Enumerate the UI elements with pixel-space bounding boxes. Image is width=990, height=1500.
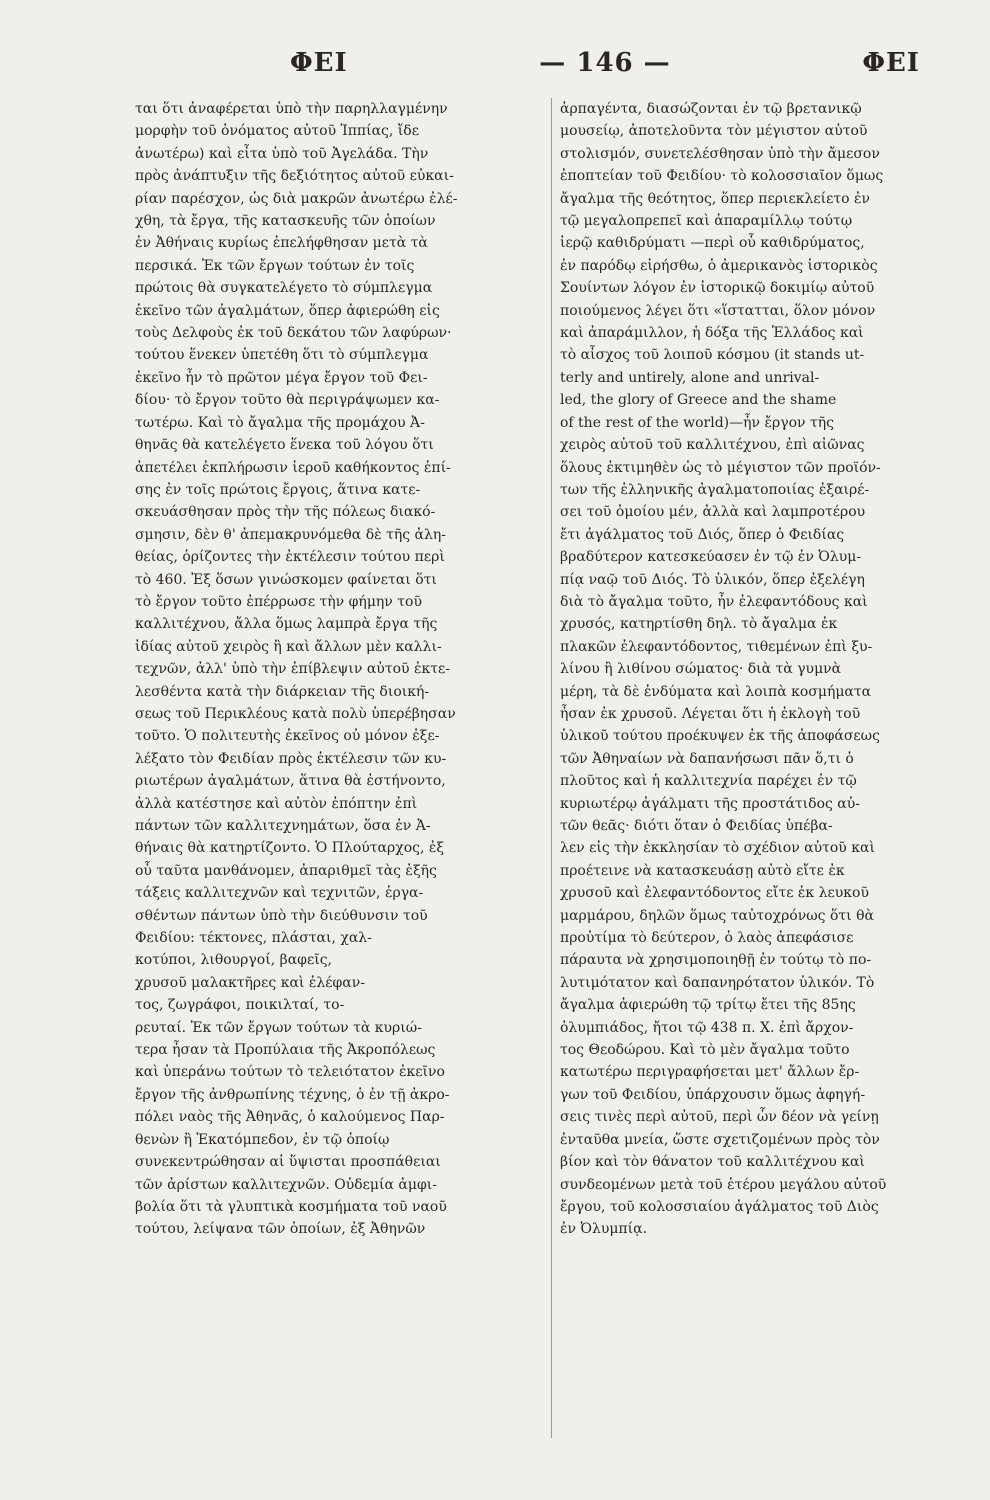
column-right-text: ἁρπαγέντα, διασώζονται ἐν τῷ βρετανικῷ μουσείῳ, ἀποτελοῦντα τὸν μέγιστον αὐτοῦ στολισμόν, συνετελέσθησαν ὑπὸ τὴν ἄμεσον ἐποπτείαν τοῦ Φειδίου· τὸ κολοσσιαῖον ὅμως ἄγαλμα τῆς θεότητος, ὅπερ περιεκλείετο ἐν τῷ μεγαλοπρεπεῖ καὶ ἀπαραμίλλῳ τούτῳ ἱερῷ καθιδρύματι —περὶ οὗ καθιδρύματος, ἐν παρόδῳ εἰρήσθω, ὁ ἀμερικανὸς ἱστορικὸς Σουίντων λόγον ἐν ἱστορικῷ δοκιμίῳ αὐτοῦ ποιούμενος λέγει ὅτι «ἵστατται, ὅλον μόνον καὶ ἀπαράμιλλον, ἡ δόξα τῆς Ἑλλάδος καὶ τὸ αἶσχος τοῦ λοιποῦ κόσμου (it stands ut- terly and untirely, alone and unrival- led, the glory of Greece and the shame of the rest of the world)—ἦν ἔργον τῆς χειρὸς αὐτοῦ τοῦ καλλιτέχνου, ἐπὶ αἰῶνας ὅλους ἐκτιμηθὲν ὡς τὸ μέγιστον τῶν προϊόν- των τῆς ἑλληνικῆς ἀγαλματοποιίας ἐξαιρέ- σει τοῦ ὁμοίου μέν, ἀλλὰ καὶ λαμπροτέρου ἔτι ἀγάλματος τοῦ Διός, ὅπερ ὁ Φειδίας βραδύτερον κατεσκεύασεν ἐν τῷ ἐν Ὀλυμ- πίᾳ ναῷ τοῦ Διός. Τὸ ὑλικόν, ὅπερ ἐξελέγη διὰ τὸ ἄγαλμα τοῦτο, ἦν ἐλεφαντόδους καὶ χρυσός, κατηρτίσθη δηλ. τὸ ἄγαλμα ἐκ πλακῶν ἐλεφαντόδοντος, τιθεμένων ἐπὶ ξυ- λίνου ἢ λιθίνου σώματος· διὰ τὰ γυμνὰ μέρη, τὰ δὲ ἐνδύματα καὶ λοιπὰ κοσμήματα ἦσαν ἐκ χρυσοῦ. Λέγεται ὅτι ἡ ἐκλογὴ τοῦ ὑλικοῦ τούτου προέκυψεν ἐκ τῆς ἀποφάσεως τῶν Ἀθηναίων νὰ δαπανήσωσι πᾶν ὅ,τι ὁ πλοῦτος καὶ ἡ καλλιτεχνία παρέχει ἐν τῷ κυριωτέρῳ ἀγάλματι τῆς προστάτιδος αὐ- τῶν θεᾶς· διότι ὅταν ὁ Φειδίας ὑπέβα- λεν εἰς τὴν ἐκκλησίαν τὸ σχέδιον αὐτοῦ καὶ προέτεινε νὰ κατασκευάσῃ αὐτὸ εἴτε ἐκ χρυσοῦ καὶ ἐλεφαντόδοντος εἴτε ἐκ λευκοῦ μαρμάρου, δηλῶν ὅμως ταὐτοχρόνως ὅτι θὰ προὐτίμα τὸ δεύτερον, ὁ λαὸς ἀπεφάσισε πάραυτα νὰ χρησιμοποιηθῇ ἐν τούτῳ τὸ πο- λυτιμότατον καὶ δαπανηρότατον ὑλικόν. Τὸ ἄγαλμα ἀφιερώθη τῷ τρίτῳ ἔτει τῆς 85ης ὀλυμπιάδος, ἤτοι τῷ 438 π. Χ. ἐπὶ ἄρχον- τος Θεοδώρου. Καὶ τὸ μὲν ἄγαλμα τοῦτο κατωτέρω περιγραφήσεται μετ' ἄλλων ἔρ- γων τοῦ Φειδίου, ὑπάρχουσιν ὅμως ἀφηγή- σεις τινὲς περὶ αὐτοῦ, περὶ ὧν δέον νὰ γείνῃ ἐνταῦθα μνεία, ὥστε σχετιζομένων πρὸς τὸν βίον καὶ τὸν θάνατον τοῦ καλλιτέχνου καὶ συνδεομένων μετὰ τοῦ ἑτέρου μεγάλου αὐτοῦ ἔργου, τοῦ κολοσσιαίου ἀγάλματος τοῦ Διὸς ἐν Ὀλυμπίᾳ. [560,101,887,1238]
running-head-right: ΦΕΙ [862,48,920,78]
page-number: — 146 — [539,48,671,78]
running-head [120,38,920,88]
text-column-right [560,98,985,1458]
running-head-left: ΦΕΙ [290,48,348,78]
column-divider [551,98,552,1438]
column-left-text: ται ὅτι ἀναφέρεται ὑπὸ τὴν παρηλλαγμένην μορφὴν τοῦ ὀνόματος αὐτοῦ Ἱππίας, ἴδε ἀνωτέρω) καὶ εἶτα ὑπὸ τοῦ Ἀγελάδα. Τὴν πρὸς ἀνάπτυξιν τῆς δεξιότητος αὐτοῦ εὐκαι- ρίαν παρέσχον, ὡς διὰ μακρῶν ἀνωτέρω ἐλέ- χθη, τὰ ἔργα, τῆς κατασκευῆς τῶν ὁποίων ἐν Ἀθήναις κυρίως ἐπελήφθησαν μετὰ τὰ περσικά. Ἐκ τῶν ἔργων τούτων ἐν τοῖς πρώτοις θὰ συγκατελέγετο τὸ σύμπλεγμα ἐκεῖνο τῶν ἀγαλμάτων, ὅπερ ἀφιερώθη εἰς τοὺς Δελφοὺς ἐκ τοῦ δεκάτου τῶν λαφύρων· τούτου ἕνεκεν ὑπετέθη ὅτι τὸ σύμπλεγμα ἐκεῖνο ἦν τὸ πρῶτον μέγα ἔργον τοῦ Φει- δίου· τὸ ἔργον τοῦτο θὰ περιγράψωμεν κα- τωτέρω. Καὶ τὸ ἄγαλμα τῆς προμάχου Ἀ- θηνᾶς θὰ κατελέγετο ἕνεκα τοῦ λόγου ὅτι ἀπετέλει ἐκπλήρωσιν ἱεροῦ καθήκοντος ἐπί- σης ἐν τοῖς πρώτοις ἔργοις, ἅτινα κατε- σκευάσθησαν πρὸς τὴν τῆς πόλεως διακό- σμησιν, δὲν θ' ἀπεμακρυνόμεθα δὲ τῆς ἀλη- θείας, ὁρίζοντες τὴν ἐκτέλεσιν τούτου περὶ τὸ 460. Ἐξ ὅσων γινώσκομεν φαίνεται ὅτι τὸ ἔργον τοῦτο ἐπέρρωσε τὴν φήμην τοῦ καλλιτέχνου, ἄλλα ὅμως λαμπρὰ ἔργα τῆς ἰδίας αὐτοῦ χειρὸς ἢ καὶ ἄλλων μὲν καλλι- τεχνῶν, ἀλλ' ὑπὸ τὴν ἐπίβλεψιν αὐτοῦ ἐκτε- λεσθέντα κατὰ τὴν διάρκειαν τῆς διοική- σεως τοῦ Περικλέους κατὰ πολὺ ὑπερέβησαν τοῦτο. Ὁ πολιτευτὴς ἐκεῖνος οὐ μόνον ἐξε- λέξατο τὸν Φειδίαν πρὸς ἐκτέλεσιν τῶν κυ- ριωτέρων ἀγαλμάτων, ἅτινα θὰ ἐστήνοντο, ἀλλὰ κατέστησε καὶ αὐτὸν ἐπόπτην ἐπὶ πάντων τῶν καλλιτεχνημάτων, ὅσα ἐν Ἀ- θήναις θὰ κατηρτίζοντο. Ὁ Πλούταρχος, ἐξ οὗ ταῦτα μανθάνομεν, ἀπαριθμεῖ τὰς ἐξῆς τάξεις καλλιτεχνῶν καὶ τεχνιτῶν, ἐργα- σθέντων πάντων ὑπὸ τὴν διεύθυνσιν τοῦ Φειδίου: τέκτονες, πλάσται, χαλ- κοτύποι, λιθουργοί, βαφεῖς, χρυσοῦ μαλακτῆρες καὶ ἐλέφαν- τος, ζωγράφοι, ποικιλταί, το- ρευταί. Ἐκ τῶν ἔργων τούτων τὰ κυριώ- τερα ἦσαν τὰ Προπύλαια τῆς Ἀκροπόλεως καὶ ὑπεράνω τούτων τὸ τελειότατον ἐκεῖνο ἔργον τῆς ἀνθρωπίνης τέχνης, ὁ ἐν τῇ ἀκρο- πόλει ναὸς τῆς Ἀθηνᾶς, ὁ καλούμενος Παρ- θενὼν ἢ Ἑκατόμπεδον, ἐν τῷ ὁποίῳ συνεκεντρώθησαν αἱ ὕψισται προσπάθειαι τῶν ἀρίστων καλλιτεχνῶν. Οὐδεμία ἀμφι- βολία ὅτι τὰ γλυπτικὰ κοσμήματα τοῦ ναοῦ τούτου, λείψανα τῶν ὁποίων, ἐξ Ἀθηνῶν [135,101,458,1238]
text-column-left [135,98,545,1458]
